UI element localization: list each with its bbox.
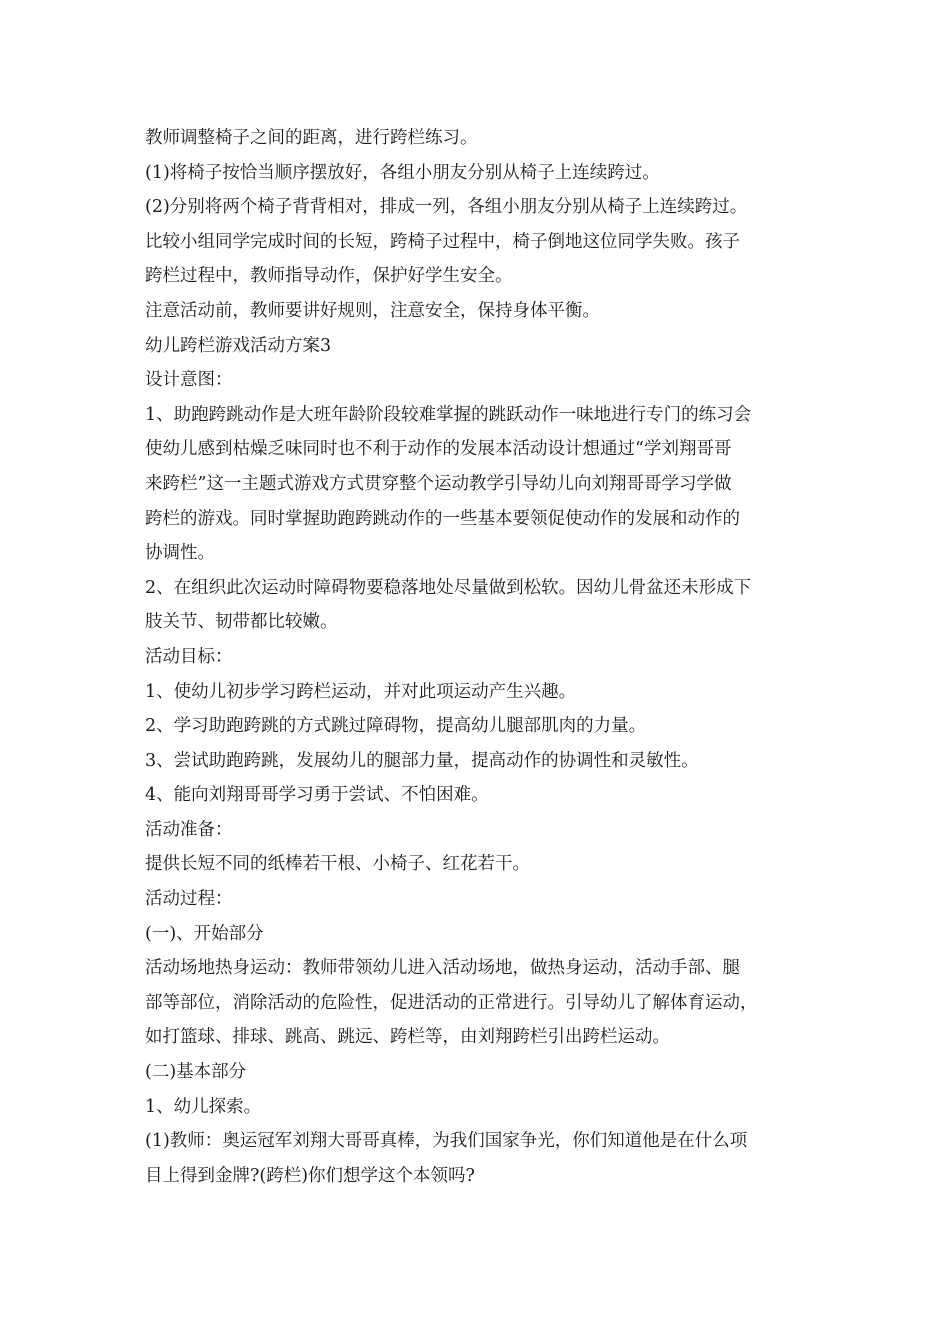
text-line: 比较小组同学完成时间的长短，跨椅子过程中，椅子倒地这位同学失败。孩子 xyxy=(145,231,740,252)
list-item: 1、使幼儿初步学习跨栏运动，并对此项运动产生兴趣。 xyxy=(145,681,577,702)
document-body xyxy=(145,121,813,1193)
text-line: 跨栏过程中，教师指导动作，保护好学生安全。 xyxy=(145,266,513,287)
section-label: 活动准备： xyxy=(145,819,233,840)
text-line: 注意活动前，教师要讲好规则，注意安全，保持身体平衡。 xyxy=(145,300,600,321)
text-line: (1)教师：奥运冠军刘翔大哥哥真棒，为我们国家争光，你们知道他是在什么项 xyxy=(145,1131,748,1152)
text-line: 来跨栏”这一主题式游戏方式贯穿整个运动教学引导幼儿向刘翔哥哥学习学做 xyxy=(145,473,732,494)
section-label: 设计意图： xyxy=(145,370,233,391)
text-line: 使幼儿感到枯燥乏味同时也不利于动作的发展本活动设计想通过“学刘翔哥哥 xyxy=(145,439,732,460)
text-line: 肢关节、韧带都比较嫩。 xyxy=(145,612,338,633)
text-line: 目上得到金牌?(跨栏)你们想学这个本领吗? xyxy=(145,1165,475,1186)
list-item: 4、能向刘翔哥哥学习勇于尝试、不怕困难。 xyxy=(145,785,489,806)
text-line: (2)分别将两个椅子背背相对，排成一列，各组小朋友分别从椅子上连续跨过。 xyxy=(145,197,748,218)
subsection-label: (一)、开始部分 xyxy=(145,923,264,944)
text-line: 如打篮球、排球、跳高、跳远、跨栏等，由刘翔跨栏引出跨栏运动。 xyxy=(145,1027,670,1048)
subsection-label: (二)基本部分 xyxy=(145,1062,247,1083)
text-line: 提供长短不同的纸棒若干根、小椅子、红花若干。 xyxy=(145,854,530,875)
section-label: 活动目标： xyxy=(145,646,233,667)
text-line: 1、助跑跨跳动作是大班年龄阶段较难掌握的跳跃动作一味地进行专门的练习会 xyxy=(145,404,752,425)
section-heading: 幼儿跨栏游戏活动方案3 xyxy=(145,335,332,356)
text-line: 2、在组织此次运动时障碍物要稳落地处尽量做到松软。因幼儿骨盆还未形成下 xyxy=(145,577,752,598)
list-item: 3、尝试助跑跨跳，发展幼儿的腿部力量，提高动作的协调性和灵敏性。 xyxy=(145,750,699,771)
section-label: 活动过程： xyxy=(145,889,233,910)
text-line: 教师调整椅子之间的距离，进行跨栏练习。 xyxy=(145,128,478,148)
text-line: (1)将椅子按恰当顺序摆放好，各组小朋友分别从椅子上连续跨过。 xyxy=(145,162,660,183)
text-line: 协调性。 xyxy=(145,543,215,564)
text-line: 跨栏的游戏。同时掌握助跑跨跳动作的一些基本要领促使动作的发展和动作的 xyxy=(145,508,740,529)
list-item: 2、学习助跑跨跳的方式跳过障碍物，提高幼儿腿部肌肉的力量。 xyxy=(145,716,647,737)
list-item: 1、幼儿探索。 xyxy=(145,1096,262,1117)
text-line: 活动场地热身运动：教师带领幼儿进入活动场地，做热身运动，活动手部、腿 xyxy=(145,958,740,979)
text-line: 部等部位，消除活动的危险性，促进活动的正常进行。引导幼儿了解体育运动， xyxy=(145,992,758,1013)
